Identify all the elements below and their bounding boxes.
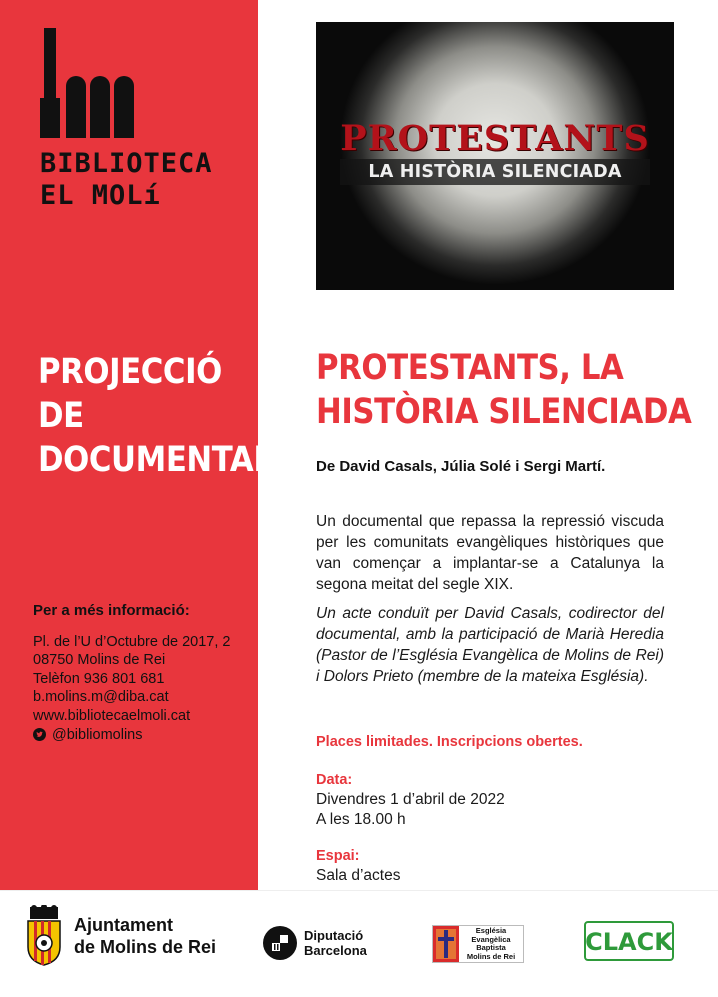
ajuntament-name-line1: Ajuntament (74, 915, 173, 935)
ajuntament-name-line2: de Molins de Rei (74, 937, 217, 957)
website-link[interactable]: www.bibliotecaelmoli.cat (33, 707, 191, 724)
ajuntament-logo (24, 905, 216, 967)
places-notice: Places limitades. Inscripcions obertes. (316, 734, 583, 750)
event-title-line-2: HISTÒRIA SILENCIADA (316, 392, 692, 432)
date-label: Data: (316, 772, 353, 788)
phone: Telèfon 936 801 681 (33, 670, 165, 687)
twitter-icon (33, 728, 46, 741)
event-type-heading (38, 350, 273, 482)
contact-info (33, 602, 230, 744)
diputacio-name-line2: Barcelona (304, 943, 367, 958)
esglesia-logo (432, 925, 524, 963)
diputacio-emblem-icon (262, 925, 298, 961)
place-label: Espai: (316, 848, 360, 864)
event-title (316, 346, 691, 434)
twitter-handle-text: @bibliomolins (52, 726, 143, 743)
address-line-1: Pl. de l’U d’Octubre de 2017, 2 (33, 633, 231, 650)
event-title-line-1: PROTESTANTS, LA (316, 348, 624, 388)
address-line-2: 08750 Molins de Rei (33, 652, 166, 669)
cross-icon (433, 926, 459, 962)
heading-line-1: PROJECCIÓ (38, 352, 222, 392)
hero-subtitle: LA HISTÒRIA SILENCIADA (340, 159, 650, 185)
documentary-still-image (316, 22, 674, 290)
diputacio-name-line1: Diputació (304, 928, 364, 943)
esglesia-line2: Evangèlica (471, 934, 511, 944)
library-name-line2: EL MOLí (40, 180, 161, 211)
sponsor-footer (0, 890, 718, 997)
event-authors: De David Casals, Júlia Solé i Sergi Martí. (316, 458, 606, 475)
diputacio-logo (262, 925, 367, 961)
date-value: Divendres 1 d’abril de 2022 (316, 791, 505, 808)
event-description: Un documental que repassa la repressió viscuda per les comunitats evangèliques històriques que van començar a implantar-se a Catalunya la segona meitat del segle XIX. (316, 513, 664, 593)
library-name-line1: BIBLIOTECA (40, 148, 213, 179)
twitter-handle[interactable] (33, 726, 230, 745)
heading-line-2: DE (38, 396, 84, 436)
library-logo (40, 28, 213, 212)
library-logo-icon (40, 28, 136, 138)
hero-title: PROTESTANTS (340, 118, 650, 159)
esglesia-line1: Església (475, 926, 507, 935)
time-value: A les 18.00 h (316, 811, 406, 828)
contact-info-title: Per a més informació: (33, 602, 190, 619)
email-link[interactable]: b.molins.m@diba.cat (33, 689, 169, 706)
esglesia-line4: Molins de Rei (466, 951, 516, 961)
crest-icon (24, 905, 64, 967)
esglesia-line3: Baptista (476, 943, 506, 952)
clack-logo (584, 921, 674, 961)
event-act-description: Un acte conduït per David Casals, codirector del documental, amb la participació de Marià Heredia (Pastor de l’Església Evangèlica de Molins de Rei) i Dolors Prieto (membre de la mateixa Església). (316, 605, 664, 685)
place-value: Sala d’actes (316, 867, 401, 884)
heading-line-3: DOCUMENTAL (38, 440, 273, 480)
clack-logo-text: CLACK (585, 928, 673, 956)
left-panel (0, 0, 273, 890)
